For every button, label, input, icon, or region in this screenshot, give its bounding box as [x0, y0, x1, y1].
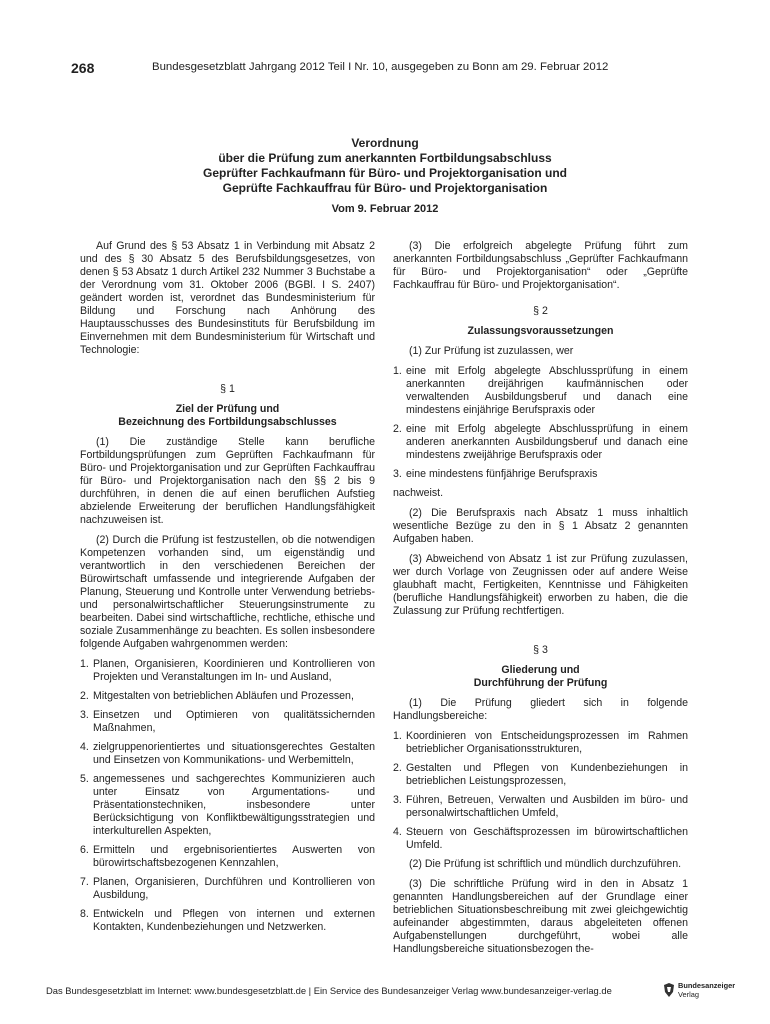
section-2-number: § 2: [533, 305, 548, 317]
list-item: 1. eine mit Erfolg abgelegte Abschlussprüfung in einem anerkannten dreijährigen kaufmännischen oder verwaltenden Ausbildungsberuf und danach eine mindestens einjährige Berufspraxis oder: [393, 365, 688, 416]
list-item: 7. Planen, Organisieren, Durchführen und Kontrollieren von Ausbildung,: [80, 876, 375, 901]
logo-sub: Verlag: [678, 989, 699, 999]
preamble: Auf Grund des § 53 Absatz 1 in Verbindung mit Absatz 2 und des § 30 Absatz 5 des Berufsbildungsgesetzes, von denen § 53 Absatz 1 durch Artikel 232 Nummer 3 Buchstabe a der Verordnung vom 31. Oktober 2006 (BGBl. I S. 2407) geändert worden ist, verordnet das Bundesministerium für Bildung und Forschung nach Anhörung des Hauptausschusses des Bundesinstituts für Berufsbildung im Einvernehmen mit dem Bundesministerium für Wirtschaft und Technologie:: [80, 240, 375, 356]
paragraph: (3) Die schriftliche Prüfung wird in den in Absatz 1 genannten Handlungsbereichen auf der Grundlage einer betrieblichen Situationsbeschreibung mit zwei gleichgewichtig aufeinander abgestimmten, daraus abgeleiteten offenen Aufgabenstellungen durchgeführt, wobei alle Handlungsbereiche situationsbezogen the-: [393, 878, 688, 955]
section-3-title: Durchführung der Prüfung: [473, 677, 608, 689]
list-item: 1. Planen, Organisieren, Koordinieren und Kontrollieren von Projekten und Veranstaltungen im In- und Ausland,: [80, 658, 375, 683]
section-3-number: § 3: [533, 644, 548, 656]
eagle-icon: [663, 983, 675, 997]
list-item: 4. Steuern von Geschäftsprozessen im bürowirtschaftlichen Umfeld.: [393, 826, 688, 851]
regulation-title: [100, 136, 670, 196]
list-item: 8. Entwickeln und Pflegen von internen und externen Kontakten, Kundenbeziehungen und Netzwerken.: [80, 908, 375, 933]
paragraph: (3) Abweichend von Absatz 1 ist zur Prüfung zuzulassen, wer durch Vorlage von Zeugnissen oder auf andere Weise glaubhaft macht, Fertigkeiten, Kenntnisse und Fähigkeiten (berufliche Handlungsfähigkeit) erworben zu haben, die die Zulassung zur Prüfung rechtfertigen.: [393, 553, 688, 617]
regulation-date: Vom 9. Februar 2012: [331, 203, 439, 215]
section-1-title: Bezeichnung des Fortbildungsabschlusses: [118, 416, 337, 428]
paragraph: (2) Durch die Prüfung ist festzustellen, ob die notwendigen Kompetenzen vorhanden sind, um eigenständig und verantwortlich in den verschiedenen Bereichen der Bürowirtschaft umfassende und integrierende Aufgaben der Planung, Steuerung und Kontrolle unter Verwendung betriebs- und personalwirtschaftlicher Steuerungsinstrumente zu bearbeiten. Dabei sind wirtschaftliche, rechtliche, ethische und soziale Zusammenhänge zu beachten. Es sollen insbesondere folgende Aufgaben wahrgenommen werden:: [80, 534, 375, 650]
title-line: über die Prüfung zum anerkannten Fortbildungsabschluss: [218, 151, 552, 165]
list-item: 6. Ermitteln und ergebnisorientiertes Auswerten von bürowirtschaftsbezogenen Kennzahlen,: [80, 844, 375, 869]
paragraph: (2) Die Berufspraxis nach Absatz 1 muss inhaltlich wesentliche Bezüge zu den in § 1 Absatz 2 genannten Aufgaben haben.: [393, 507, 688, 545]
list-item: 2. eine mit Erfolg abgelegte Abschlussprüfung in einem anderen anerkannten Ausbildungsberuf und danach eine mindestens zweijährige Berufspraxis oder: [393, 423, 688, 461]
section-3-title: Gliederung und: [501, 664, 580, 676]
task-list: [80, 658, 375, 934]
title-line: Verordnung: [351, 136, 419, 150]
section-1-number: § 1: [220, 383, 235, 395]
list-item: 1. Koordinieren von Entscheidungsprozessen im Rahmen betrieblicher Organisationsstrukturen,: [393, 730, 688, 755]
areas-list: [393, 730, 688, 852]
list-item: 5. angemessenes und sachgerechtes Kommunizieren auch unter Einsatz von Argumentations- und Präsentationstechniken, insbesondere unter Berücksichtigung von Konfliktbewältigungsstrategien und interkulturellen Aspekten,: [80, 773, 375, 837]
list-item: 3. Einsetzen und Optimieren von qualitätssichernden Maßnahmen,: [80, 709, 375, 734]
requirements-list: [393, 365, 688, 481]
gazette-header-title: Bundesgesetzblatt Jahrgang 2012 Teil I Nr. 10, ausgegeben zu Bonn am 29. Februar 2012: [152, 61, 609, 73]
paragraph: nachweist.: [393, 487, 444, 499]
paragraph: (1) Die zuständige Stelle kann berufliche Fortbildungsprüfungen zum Geprüften Fachkaufmann für Büro- und Projektorganisation und zur Geprüften Fachkauffrau für Büro- und Projektorganisation nach den §§ 2 bis 9 durchführen, in denen die auf einen beruflichen Aufstieg abzielende Erweiterung der beruflichen Handlungsfähigkeit nachzuweisen ist.: [80, 436, 375, 526]
list-item: 2. Mitgestalten von betrieblichen Abläufen und Prozessen,: [80, 690, 354, 702]
title-line: Geprüfter Fachkaufmann für Büro- und Projektorganisation und: [202, 166, 568, 180]
paragraph: (3) Die erfolgreich abgelegte Prüfung führt zum anerkannten Fortbildungsabschluss „Geprüfter Fachkaufmann für Büro- und Projektorganisation“ oder „Geprüfte Fachkauffrau für Büro- und Projektorganisation“.: [393, 240, 688, 291]
publisher-logo: [663, 981, 736, 1005]
list-item: 3. eine mindestens fünfjährige Berufspraxis: [393, 468, 598, 480]
paragraph: (1) Die Prüfung gliedert sich in folgende Handlungsbereiche:: [393, 697, 688, 722]
list-item: 4. zielgruppenorientiertes und situationsgerechtes Gestalten und Einsetzen von Kommunikations- und Werbemitteln,: [80, 741, 375, 766]
logo-name: Bundesanzeiger: [678, 981, 736, 990]
section-2-title: Zulassungsvoraussetzungen: [467, 325, 614, 337]
list-item: 2. Gestalten und Pflegen von Kundenbeziehungen in betrieblichen Leistungsprozessen,: [393, 762, 688, 787]
list-item: 3. Führen, Betreuen, Verwalten und Ausbilden im büro- und personalwirtschaftlichen Umfeld,: [393, 794, 688, 819]
paragraph: (2) Die Prüfung ist schriftlich und mündlich durchzuführen.: [409, 858, 682, 870]
page-number: 268: [71, 60, 95, 76]
left-column: [80, 240, 375, 940]
title-line: Geprüfte Fachkauffrau für Büro- und Projektorganisation: [222, 181, 548, 195]
paragraph: (1) Zur Prüfung ist zuzulassen, wer: [409, 345, 574, 357]
section-1-title: Ziel der Prüfung und: [175, 403, 280, 415]
page-header: [71, 60, 710, 80]
page-footer: Das Bundesgesetzblatt im Internet: www.bundesgesetzblatt.de | Ein Service des Bundesanzeiger Verlag www.bundesanzeiger-verlag.de: [46, 985, 612, 996]
right-column: [393, 240, 688, 956]
